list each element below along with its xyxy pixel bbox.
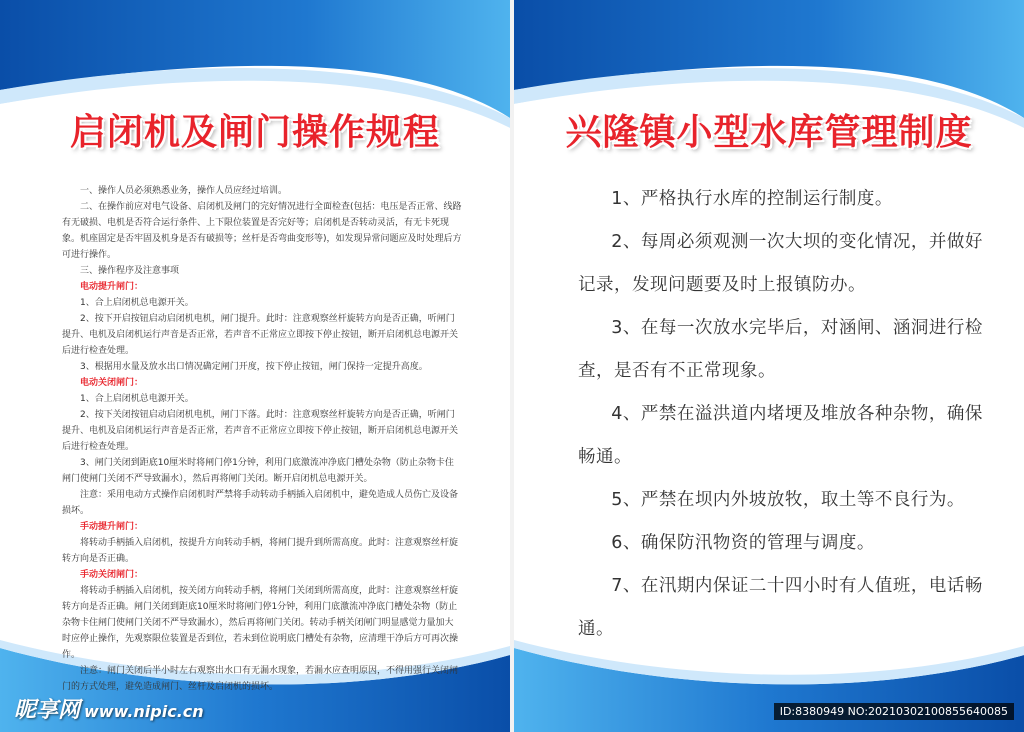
rule-item: 3、在每一次放水完毕后，对涵闸、涵洞进行检查，是否有不正常现象。 <box>578 318 983 381</box>
management-rules-list <box>578 178 998 651</box>
left-poster <box>0 0 510 732</box>
rule-item: 7、在汛期内保证二十四小时有人值班，电话畅通。 <box>578 576 983 639</box>
procedure-paragraph: 1、合上启闭机总电源开关。 <box>80 298 194 308</box>
rule-item: 2、每周必须观测一次大坝的变化情况，并做好记录，发现问题要及时上报镇防办。 <box>578 232 983 295</box>
left-title: 启闭机及闸门操作规程 <box>69 112 440 153</box>
operation-procedure-text <box>62 183 462 695</box>
watermark-logo <box>14 693 204 724</box>
procedure-paragraph: 三、操作程序及注意事项 <box>80 266 180 276</box>
rule-item: 5、严禁在坝内外坡放牧，取土等不良行为。 <box>611 490 965 510</box>
rule-item: 4、严禁在溢洪道内堵埂及堆放各种杂物，确保畅通。 <box>578 404 983 467</box>
procedure-paragraph: 2、按下关闭按钮启动启闭机电机，闸门下落。此时：注意观察丝杆旋转方向是否正确，听闸门提升、电机及启闭机运行声音是否正常，若声音不正常应立即按下停止按钮，断开启闭机总电源开关后进行检查处理。 <box>62 410 459 452</box>
rule-item: 6、确保防汛物资的管理与调度。 <box>611 533 875 553</box>
section-heading: 电动关闭闸门： <box>80 378 144 388</box>
section-heading: 手动关闭闸门： <box>80 570 144 580</box>
procedure-paragraph: 2、按下开启按钮启动启闭机电机，闸门提升。此时：注意观察丝杆旋转方向是否正确，听闸门提升、电机及启闭机运行声音是否正常，若声音不正常应立即按下停止按钮，断开启闭机总电源开关后进行检查处理。 <box>62 314 459 356</box>
right-title: 兴隆镇小型水库管理制度 <box>565 112 973 153</box>
procedure-paragraph: 注意：采用电动方式操作启闭机时严禁将手动转动手柄插入启闭机中，避免造成人员伤亡及设备损坏。 <box>62 490 459 516</box>
image-id-label: ID:8380949 NO:20210302100855640085 <box>774 703 1014 720</box>
right-poster <box>514 0 1024 732</box>
procedure-paragraph: 1、合上启闭机总电源开关。 <box>80 394 194 404</box>
procedure-paragraph: 注意：闸门关闭后半小时左右观察出水口有无漏水现象，若漏水应查明原因，不得用强行关闭闸门的方式处理，避免造成闸门、丝杆及启闭机的损坏。 <box>62 666 459 692</box>
section-heading: 手动提升闸门： <box>80 522 144 532</box>
section-heading: 电动提升闸门： <box>80 282 144 292</box>
procedure-paragraph: 将转动手柄插入启闭机，按提升方向转动手柄，将闸门提升到所需高度。此时：注意观察丝杆旋转方向是否正确。 <box>62 538 459 564</box>
procedure-paragraph: 一、操作人员必须熟悉业务，操作人员应经过培训。 <box>80 186 288 196</box>
watermark-logo-text: 昵享网 <box>14 698 81 723</box>
watermark-url: www.nipic.cn <box>84 702 204 721</box>
procedure-paragraph: 将转动手柄插入启闭机，按关闭方向转动手柄，将闸门关闭到所需高度，此时：注意观察丝杆旋转方向是否正确。闸门关闭到距底10厘米时将闸门停1分钟，利用门底激流冲净底门槽处杂物（防止杂物卡住闸门使闸门关闭不严导致漏水），然后再将闸门关闭。转动手柄关闭闸门明显感觉力量加大时应停止操作，先观察限位装置是否到位，若未到位说明底门槽处有杂物，应清理干净后方可再次操作。 <box>62 586 459 660</box>
procedure-paragraph: 二、在操作前应对电气设备、启闭机及闸门的完好情况进行全面检查(包括：电压是否正常、线路有无破损、电机是否符合运行条件、上下限位装置是否完好等；启闭机是否转动灵活，有无卡死现象。机座固定是否牢固及机身是否有破损等；丝杆是否弯曲变形等)，如发现异常问题应及时处理后方可进行操作。 <box>62 202 462 260</box>
rule-item: 1、严格执行水库的控制运行制度。 <box>611 189 893 209</box>
procedure-paragraph: 3、根据用水量及放水出口情况确定闸门开度，按下停止按钮，闸门保持一定提升高度。 <box>80 362 428 372</box>
procedure-paragraph: 3、闸门关闭到距底10厘米时将闸门停1分钟，利用门底激流冲净底门槽处杂物（防止杂物卡住闸门使闸门关闭不严导致漏水），然后再将闸门关闭。断开启闭机总电源开关。 <box>62 458 454 484</box>
